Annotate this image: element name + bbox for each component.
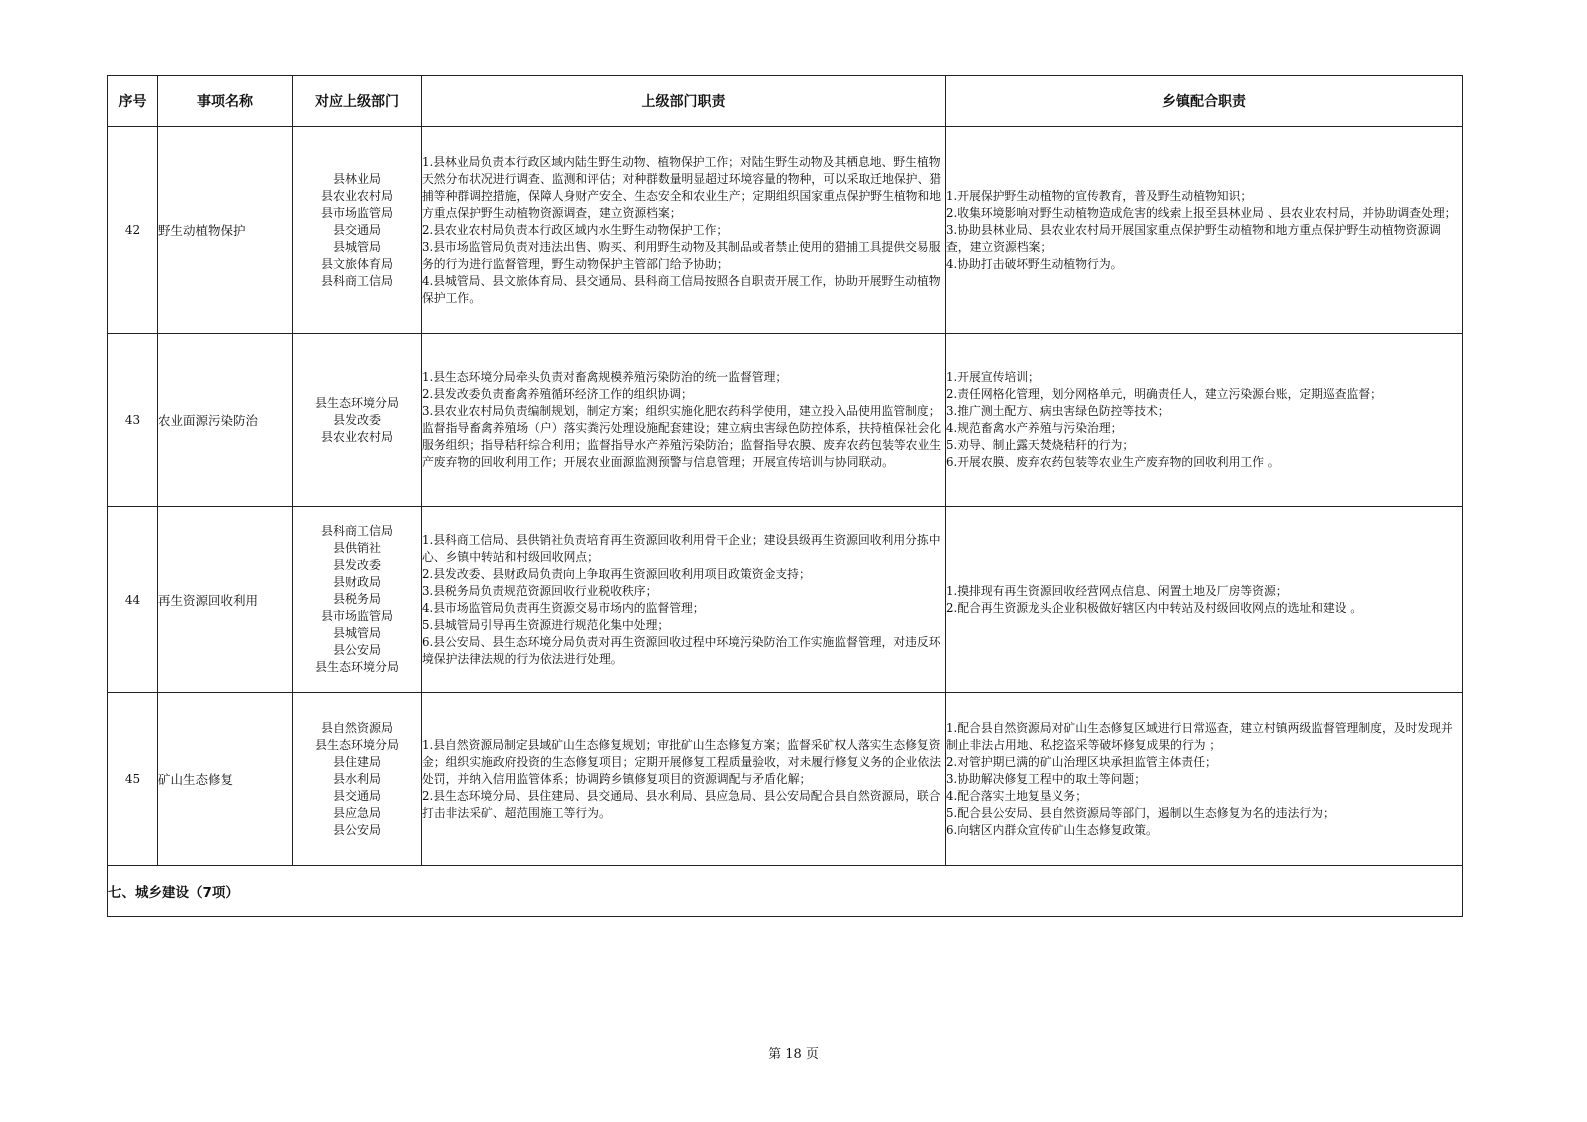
dept-item: 县交通局 bbox=[332, 222, 381, 237]
table-row bbox=[108, 334, 1463, 507]
duty-line: 6.开展农膜、废弃农药包装等农业生产废弃物的回收利用工作 。 bbox=[946, 455, 1280, 469]
dept-item: 县财政局 bbox=[332, 575, 381, 589]
header-upper-dept: 对应上级部门 bbox=[293, 76, 422, 127]
duty-line: 4.县城管局、县文旅体育局、县交通局、县科商工信局按照各自职责开展工作，协助开展野生动植物保护工作。 bbox=[422, 273, 941, 305]
dept-item: 县税务局 bbox=[332, 592, 381, 606]
section-row bbox=[108, 866, 1463, 917]
row-number: 43 bbox=[108, 334, 158, 507]
duty-line: 5.配合县公安局、县自然资源局等部门，遏制以生态修复为名的违法行为； bbox=[946, 805, 1335, 820]
dept-item: 县水利局 bbox=[332, 771, 381, 786]
town-duty bbox=[946, 693, 1463, 866]
duty-table bbox=[107, 75, 1463, 917]
duty-line: 2.县生态环境分局、县住建局、县交通局、县水利局、县应急局、县公安局配合县自然资源局，联合打击非法采矿、超范围施工等行为。 bbox=[422, 788, 941, 820]
item-name: 矿山生态修复 bbox=[158, 693, 293, 866]
row-number: 44 bbox=[108, 507, 158, 693]
duty-line: 2.对管护期已满的矿山治理区块承担监管主体责任； bbox=[946, 754, 1217, 769]
duty-line: 5.劝导、制止露天焚烧秸秆的行为； bbox=[946, 438, 1135, 452]
duty-line: 3.推广测土配方、病虫害绿色防控等技术； bbox=[946, 404, 1170, 418]
upper-duty bbox=[422, 127, 946, 334]
upper-duty bbox=[422, 507, 946, 693]
dept-item: 县市场监管局 bbox=[320, 205, 393, 220]
dept-item: 县科商工信局 bbox=[320, 273, 393, 288]
dept-item: 县自然资源局 bbox=[320, 720, 393, 735]
duty-line: 1.县自然资源局制定县域矿山生态修复规划；审批矿山生态修复方案；监督采矿权人落实生态修复资金；组织实施政府投资的生态修复项目；定期开展修复工程质量验收，对未履行修复义务的企业依法处罚，并纳入信用监管体系；协调跨乡镇修复项目的资源调配与矛盾化解； bbox=[422, 737, 942, 786]
duty-line: 2.县发改委、县财政局负责向上争取再生资源回收利用项目政策资金支持； bbox=[422, 566, 811, 581]
table-row bbox=[108, 127, 1463, 334]
duty-line: 4.规范畜禽水产养殖与污染治理； bbox=[946, 421, 1123, 435]
dept-item: 县生态环境分局 bbox=[314, 395, 399, 410]
duty-line: 4.配合落实土地复垦义务； bbox=[946, 788, 1088, 803]
duty-line: 2.收集环境影响对野生动植物造成危害的线索上报至县林业局 、县农业农村局，并协助调查处理； bbox=[946, 205, 1457, 220]
duty-line: 1.县林业局负责本行政区域内陆生野生动物、植物保护工作；对陆生野生动物及其栖息地、野生植物天然分布状况进行调查、监测和评估；对种群数量明显超过环境容量的物种，可以采取迁地保护、猎捕等种群调控措施，保障人身财产安全、生态安全和农业生产；定期组织国家重点保护野生植物和地方重点保护野生动植物资源调查，建立资源档案； bbox=[422, 154, 942, 220]
header-upper-duty: 上级部门职责 bbox=[422, 76, 946, 127]
header-town-duty: 乡镇配合职责 bbox=[946, 76, 1463, 127]
duty-line: 1.配合县自然资源局对矿山生态修复区域进行日常巡查，建立村镇两级监督管理制度，及时发现并制止非法占用地、私挖盗采等破坏修复成果的行为 ； bbox=[946, 720, 1453, 752]
dept-item: 县供销社 bbox=[332, 541, 381, 555]
duty-line: 1.开展保护野生动植物的宣传教育，普及野生动植物知识； bbox=[946, 188, 1253, 203]
dept-item: 县公安局 bbox=[332, 643, 381, 657]
dept-item: 县住建局 bbox=[332, 754, 381, 769]
duty-line: 2.县农业农村局负责本行政区域内水生野生动物保护工作； bbox=[422, 222, 729, 237]
dept-list bbox=[293, 127, 422, 334]
dept-item: 县科商工信局 bbox=[320, 524, 393, 538]
item-name: 野生动植物保护 bbox=[158, 127, 293, 334]
dept-list bbox=[293, 693, 422, 866]
dept-item: 县公安局 bbox=[332, 822, 381, 837]
duty-line: 5.县城管局引导再生资源进行规范化集中处理； bbox=[422, 617, 670, 632]
duty-line: 6.县公安局、县生态环境分局负责对再生资源回收过程中环境污染防治工作实施监督管理，对违反环境保护法律法规的行为依法进行处理。 bbox=[422, 634, 941, 666]
duty-line: 1.县生态环境分局牵头负责对畜禽规模养殖污染防治的统一监督管理； bbox=[422, 370, 788, 384]
dept-item: 县文旅体育局 bbox=[320, 256, 393, 271]
duty-line: 4.县市场监管局负责再生资源交易市场内的监督管理； bbox=[422, 600, 705, 615]
town-duty bbox=[946, 334, 1463, 507]
duty-line: 3.县市场监管局负责对违法出售、购买、利用野生动物及其制品或者禁止使用的猎捕工具提供交易服务的行为进行监督管理，野生动物保护主管部门给予协助； bbox=[422, 239, 941, 271]
table-row bbox=[108, 507, 1463, 693]
row-number: 42 bbox=[108, 127, 158, 334]
dept-item: 县交通局 bbox=[332, 788, 381, 803]
duty-line: 2.责任网格化管理，划分网格单元，明确责任人，建立污染源台账，定期巡查监督； bbox=[946, 387, 1382, 401]
dept-item: 县农业农村局 bbox=[320, 188, 393, 203]
table-row bbox=[108, 693, 1463, 866]
dept-item: 县生态环境分局 bbox=[314, 660, 399, 674]
duty-line: 2.县发改委负责畜禽养殖循环经济工作的组织协调； bbox=[422, 387, 693, 401]
dept-item: 县生态环境分局 bbox=[314, 737, 399, 752]
dept-item: 县应急局 bbox=[332, 805, 381, 820]
duty-line: 6.向辖区内群众宣传矿山生态修复政策。 bbox=[946, 822, 1158, 837]
upper-duty bbox=[422, 334, 946, 507]
duty-line: 3.县税务局负责规范资源回收行业税收秩序； bbox=[422, 583, 658, 598]
duty-line: 4.协助打击破坏野生动植物行为。 bbox=[946, 256, 1123, 271]
item-name: 再生资源回收利用 bbox=[158, 507, 293, 693]
town-duty bbox=[946, 127, 1463, 334]
duty-line: 3.县农业农村局负责编制规划，制定方案；组织实施化肥农药科学使用，建立投入品使用监管制度；监督指导畜禽养殖场（户）落实粪污处理设施配套建设；建立病虫害绿色防控体系，扶持植保社会化服务组织；指导秸秆综合利用；监督指导水产养殖污染防治；监督指导农膜、废弃农药包装等农业生产废弃物的回收利用工作；开展农业面源监测预警与信息管理；开展宣传培训与协同联动。 bbox=[422, 404, 942, 469]
upper-duty bbox=[422, 693, 946, 866]
dept-item: 县城管局 bbox=[332, 239, 381, 254]
item-name: 农业面源污染防治 bbox=[158, 334, 293, 507]
section-title: 七、城乡建设（7项） bbox=[108, 866, 1463, 917]
header-row bbox=[108, 76, 1463, 127]
dept-item: 县城管局 bbox=[332, 626, 381, 640]
dept-list bbox=[293, 507, 422, 693]
page-number: 第 18 页 bbox=[768, 1047, 819, 1062]
dept-item: 县林业局 bbox=[332, 171, 381, 186]
row-number: 45 bbox=[108, 693, 158, 866]
header-seq: 序号 bbox=[108, 76, 158, 127]
duty-line: 1.县科商工信局、县供销社负责培育再生资源回收利用骨干企业；建设县级再生资源回收利用分拣中心、乡镇中转站和村级回收网点； bbox=[422, 532, 941, 564]
dept-item: 县发改委 bbox=[332, 412, 381, 427]
duty-line: 3.协助解决修复工程中的取土等问题； bbox=[946, 771, 1147, 786]
town-duty bbox=[946, 507, 1463, 693]
header-item-name: 事项名称 bbox=[158, 76, 293, 127]
dept-item: 县发改委 bbox=[332, 558, 381, 572]
duty-line: 1.摸排现有再生资源回收经营网点信息、闲置土地及厂房等资源； bbox=[946, 583, 1288, 598]
dept-item: 县市场监管局 bbox=[320, 609, 393, 623]
dept-item: 县农业农村局 bbox=[320, 429, 393, 444]
duty-line: 1.开展宣传培训； bbox=[946, 370, 1040, 384]
duty-line: 3.协助县林业局、县农业农村局开展国家重点保护野生动植物和地方重点保护野生动植物资源调查，建立资源档案； bbox=[946, 222, 1441, 254]
dept-list bbox=[293, 334, 422, 507]
duty-line: 2.配合再生资源龙头企业积极做好辖区内中转站及村级回收网点的选址和建设 。 bbox=[946, 600, 1363, 615]
